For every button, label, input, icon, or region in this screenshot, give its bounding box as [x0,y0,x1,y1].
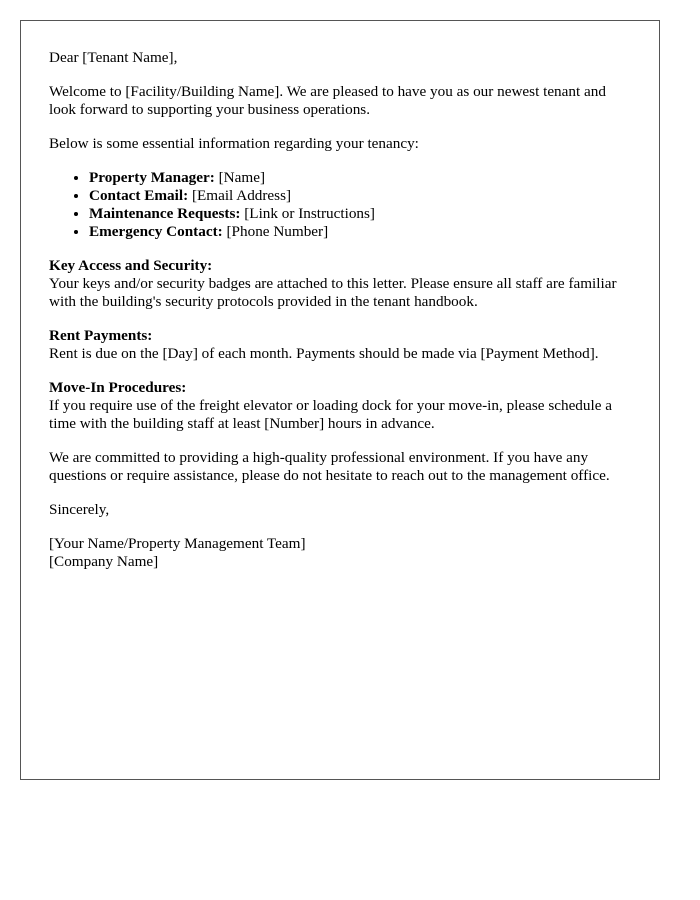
closing-paragraph: We are committed to providing a high-quality professional environment. If you have any questions or require assistance, please do not hesitate to reach out to the management office. [49,449,610,484]
greeting: Dear [Tenant Name], [49,49,178,66]
info-label: Maintenance Requests: [89,205,241,222]
info-lead: Below is some essential information regarding your tenancy: [49,135,419,152]
letter-page [20,20,660,780]
info-value: [Email Address] [188,187,292,204]
info-label: Contact Email: [89,187,189,204]
tenancy-info-list [49,169,631,241]
section-move-in [49,379,631,433]
section-key-access [49,257,631,311]
section-body: Your keys and/or security badges are attached to this letter. Please ensure all staff are familiar with the building's security protocols provided in the tenant handbook. [49,275,617,310]
section-body: Rent is due on the [Day] of each month. Payments should be made via [Payment Method]. [49,345,599,362]
section-body: If you require use of the freight elevator or loading dock for your move-in, please schedule a time with the building staff at least [Number] hours in advance. [49,397,612,432]
section-heading: Rent Payments: [49,327,153,344]
intro-paragraph: Welcome to [Facility/Building Name]. We are pleased to have you as our newest tenant and look forward to supporting your business operations. [49,83,606,118]
section-heading: Key Access and Security: [49,257,213,274]
info-item-contact-email [89,187,631,205]
info-item-property-manager [89,169,631,187]
info-label: Emergency Contact: [89,223,223,240]
section-rent-payments [49,327,631,363]
signature-name: [Your Name/Property Management Team] [49,535,306,552]
section-heading: Move-In Procedures: [49,379,187,396]
info-item-emergency-contact [89,223,631,241]
info-value: [Phone Number] [222,223,329,240]
signature-company: [Company Name] [49,553,159,570]
info-value: [Name] [214,169,266,186]
sign-off: Sincerely, [49,501,110,518]
info-label: Property Manager: [89,169,215,186]
info-item-maintenance-requests [89,205,631,223]
info-value: [Link or Instructions] [240,205,375,222]
signature-block [49,535,631,571]
